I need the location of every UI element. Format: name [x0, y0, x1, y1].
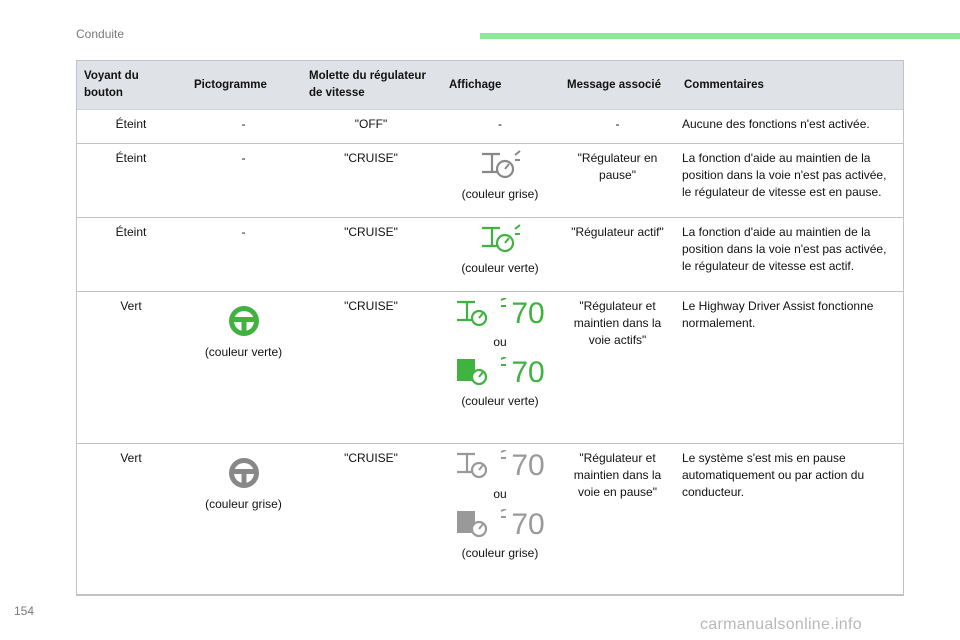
section-title: Conduite — [76, 27, 125, 41]
affichage-caption: (couleur grise) — [461, 187, 539, 201]
table-header-row — [76, 61, 904, 110]
speed-display: 70 — [511, 355, 545, 389]
cruise-outline-green-icon — [478, 224, 522, 254]
cell-pictogramme — [186, 444, 301, 596]
affichage-caption: (couleur verte) — [461, 394, 539, 408]
cell-message: "Régulateur en pause" — [559, 144, 676, 218]
affichage-caption: (couleur verte) — [461, 261, 539, 275]
cell-pictogramme: - — [186, 110, 301, 144]
page-number: 154 — [14, 604, 35, 618]
header-molette: Molette du régulateur de vitesse — [301, 61, 441, 110]
header-message: Message associé — [559, 61, 676, 110]
cell-commentaire: La fonction d'aide au maintien de la position dans la voie n'est pas activée, le régulateur de vitesse est en pause. — [676, 144, 904, 218]
speed-display: 70 — [511, 507, 545, 541]
table-row — [76, 110, 904, 144]
cell-commentaire: Le Highway Driver Assist fonctionne normalement. — [676, 292, 904, 444]
cell-molette: "OFF" — [301, 110, 441, 144]
cell-message: "Régulateur et maintien dans la voie en pause" — [559, 444, 676, 596]
cell-affichage — [441, 444, 559, 596]
pictogramme-caption: (couleur grise) — [205, 497, 282, 511]
affichage-caption: (couleur grise) — [461, 546, 539, 560]
cell-commentaire: Le système s'est mis en pause automatiquement ou par action du conducteur. — [676, 444, 904, 596]
cell-affichage — [441, 292, 559, 444]
section-bar — [480, 33, 960, 39]
table-row — [76, 218, 904, 292]
cell-voyant: Éteint — [76, 144, 186, 218]
table-row — [76, 144, 904, 218]
speed-display: 70 — [511, 296, 545, 330]
cell-message: - — [559, 110, 676, 144]
cell-molette: "CRUISE" — [301, 444, 441, 596]
cell-voyant: Vert — [76, 444, 186, 596]
lane-marks-icon — [499, 450, 507, 480]
speed-display: 70 — [511, 448, 545, 482]
cell-commentaire: La fonction d'aide au maintien de la position dans la voie n'est pas activée, le régulateur de vitesse est actif. — [676, 218, 904, 292]
cell-message: "Régulateur actif" — [559, 218, 676, 292]
table-row — [76, 292, 904, 444]
cruise-lane-outline-green-icon — [455, 298, 495, 328]
lane-marks-icon — [499, 298, 507, 328]
cell-molette: "CRUISE" — [301, 144, 441, 218]
cell-affichage — [441, 218, 559, 292]
header-voyant: Voyant du bouton — [76, 61, 186, 110]
cell-affichage — [441, 144, 559, 218]
cruise-lane-filled-grey-icon — [455, 509, 495, 539]
lane-marks-icon — [499, 357, 507, 387]
cell-affichage: - — [441, 110, 559, 144]
cell-pictogramme: - — [186, 144, 301, 218]
lane-marks-icon — [499, 509, 507, 539]
cell-message: "Régulateur et maintien dans la voie actifs" — [559, 292, 676, 444]
header-pictogramme: Pictogramme — [186, 61, 301, 110]
cruise-lane-outline-grey-icon — [455, 450, 495, 480]
watermark: carmanualsonline.info — [700, 616, 862, 633]
cell-commentaire: Aucune des fonctions n'est activée. — [676, 110, 904, 144]
cruise-outline-grey-icon — [478, 150, 522, 180]
function-table — [76, 60, 904, 596]
header-commentaires: Commentaires — [676, 61, 904, 110]
header-affichage: Affichage — [441, 61, 559, 110]
cell-voyant: Éteint — [76, 218, 186, 292]
cell-voyant: Éteint — [76, 110, 186, 144]
cell-molette: "CRUISE" — [301, 218, 441, 292]
cruise-lane-filled-green-icon — [455, 357, 495, 387]
steering-wheel-green-icon — [227, 304, 261, 338]
or-text: ou — [493, 487, 507, 501]
cell-pictogramme — [186, 292, 301, 444]
cell-molette: "CRUISE" — [301, 292, 441, 444]
cell-voyant: Vert — [76, 292, 186, 444]
pictogramme-caption: (couleur verte) — [204, 345, 283, 359]
steering-wheel-grey-icon — [227, 456, 261, 490]
or-text: ou — [493, 335, 507, 349]
cell-pictogramme: - — [186, 218, 301, 292]
table-row — [76, 444, 904, 596]
